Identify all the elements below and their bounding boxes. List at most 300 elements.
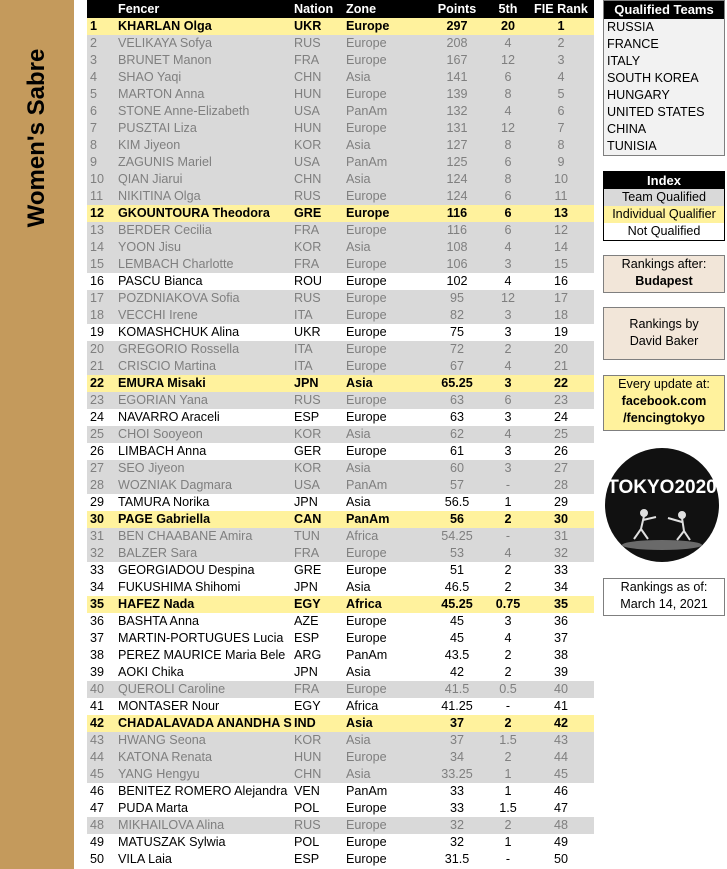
- fifth-value: 1: [488, 783, 528, 800]
- fencer-name: YANG Hengyu: [118, 766, 294, 783]
- nation-code: KOR: [294, 426, 346, 443]
- fencer-name: BERDER Cecilia: [118, 222, 294, 239]
- table-row: [87, 783, 594, 800]
- zone: Europe: [346, 222, 426, 239]
- fie-rank: 2: [528, 35, 594, 52]
- zone: Europe: [346, 188, 426, 205]
- qualified-team-item: RUSSIA: [607, 20, 654, 34]
- fifth-value: 1.5: [488, 732, 528, 749]
- fie-rank: 25: [528, 426, 594, 443]
- nation-code: JPN: [294, 664, 346, 681]
- fencer-name: LIMBACH Anna: [118, 443, 294, 460]
- points: 34: [426, 749, 488, 766]
- rank-number: 43: [87, 732, 118, 749]
- fencer-name: VELIKAYA Sofya: [118, 35, 294, 52]
- table-row: [87, 18, 594, 35]
- rank-number: 47: [87, 800, 118, 817]
- table-row: [87, 579, 594, 596]
- rankings-by-line1: Rankings by: [629, 317, 699, 331]
- table-row: [87, 154, 594, 171]
- fie-rank: 32: [528, 545, 594, 562]
- fie-rank: 15: [528, 256, 594, 273]
- zone: Europe: [346, 834, 426, 851]
- fifth-value: 1: [488, 766, 528, 783]
- fie-rank: 17: [528, 290, 594, 307]
- points: 56.5: [426, 494, 488, 511]
- table-row: [87, 715, 594, 732]
- table-row: [87, 188, 594, 205]
- nation-code: USA: [294, 477, 346, 494]
- fifth-value: -: [488, 851, 528, 868]
- nation-code: POL: [294, 834, 346, 851]
- fie-rank: 43: [528, 732, 594, 749]
- fifth-value: 0.5: [488, 681, 528, 698]
- nation-code: RUS: [294, 817, 346, 834]
- fencer-name: MONTASER Nour: [118, 698, 294, 715]
- rank-number: 49: [87, 834, 118, 851]
- legend-not-qualified: Not Qualified: [604, 223, 724, 240]
- fencer-name: VILA Laia: [118, 851, 294, 868]
- fencer-name: KIM Jiyeon: [118, 137, 294, 154]
- rank-number: 29: [87, 494, 118, 511]
- zone: Europe: [346, 35, 426, 52]
- rankings-after-label: Rankings after:: [621, 257, 707, 271]
- points: 67: [426, 358, 488, 375]
- fifth-value: 3: [488, 324, 528, 341]
- points: 63: [426, 409, 488, 426]
- nation-code: KOR: [294, 137, 346, 154]
- fifth-value: 12: [488, 52, 528, 69]
- zone: Europe: [346, 324, 426, 341]
- fie-rank: 47: [528, 800, 594, 817]
- points: 102: [426, 273, 488, 290]
- header-fifth: 5th: [488, 0, 528, 18]
- table-header: [87, 0, 594, 18]
- zone: Europe: [346, 409, 426, 426]
- nation-code: ESP: [294, 851, 346, 868]
- fencer-name: BASHTA Anna: [118, 613, 294, 630]
- table-row: [87, 528, 594, 545]
- points: 62: [426, 426, 488, 443]
- zone: Europe: [346, 749, 426, 766]
- points: 51: [426, 562, 488, 579]
- points: 297: [426, 18, 488, 35]
- fifth-value: 8: [488, 137, 528, 154]
- fifth-value: 12: [488, 290, 528, 307]
- fie-rank: 12: [528, 222, 594, 239]
- fie-rank: 45: [528, 766, 594, 783]
- fie-rank: 26: [528, 443, 594, 460]
- table-row: [87, 103, 594, 120]
- rank-number: 26: [87, 443, 118, 460]
- zone: Europe: [346, 273, 426, 290]
- table-row: [87, 392, 594, 409]
- rank-number: 20: [87, 341, 118, 358]
- table-row: [87, 239, 594, 256]
- fie-rank: 8: [528, 137, 594, 154]
- rank-number: 28: [87, 477, 118, 494]
- nation-code: FRA: [294, 222, 346, 239]
- fie-rank: 19: [528, 324, 594, 341]
- fie-rank: 10: [528, 171, 594, 188]
- zone: Asia: [346, 579, 426, 596]
- zone: Asia: [346, 732, 426, 749]
- fie-rank: 34: [528, 579, 594, 596]
- logo-text: TOKYO2020: [607, 477, 717, 498]
- fifth-value: 1: [488, 494, 528, 511]
- fencer-name: NIKITINA Olga: [118, 188, 294, 205]
- table-row: [87, 358, 594, 375]
- fie-rank: 20: [528, 341, 594, 358]
- points: 95: [426, 290, 488, 307]
- fifth-value: 3: [488, 375, 528, 392]
- points: 37: [426, 715, 488, 732]
- nation-code: RUS: [294, 188, 346, 205]
- fifth-value: 6: [488, 205, 528, 222]
- zone: Asia: [346, 171, 426, 188]
- rank-number: 19: [87, 324, 118, 341]
- nation-code: ITA: [294, 307, 346, 324]
- fencer-name: GREGORIO Rossella: [118, 341, 294, 358]
- points: 65.25: [426, 375, 488, 392]
- zone: Europe: [346, 52, 426, 69]
- fifth-value: 3: [488, 613, 528, 630]
- fie-rank: 46: [528, 783, 594, 800]
- nation-code: RUS: [294, 290, 346, 307]
- fie-rank: 3: [528, 52, 594, 69]
- zone: PanAm: [346, 154, 426, 171]
- legend-team-qualified: Team Qualified: [604, 189, 724, 206]
- table-row: [87, 613, 594, 630]
- fencer-name: PUDA Marta: [118, 800, 294, 817]
- nation-code: USA: [294, 103, 346, 120]
- table-row: [87, 681, 594, 698]
- table-row: [87, 766, 594, 783]
- rank-number: 22: [87, 375, 118, 392]
- nation-code: FRA: [294, 52, 346, 69]
- fie-rank: 27: [528, 460, 594, 477]
- nation-code: RUS: [294, 35, 346, 52]
- fifth-value: 6: [488, 69, 528, 86]
- qualified-teams-list: [604, 19, 724, 155]
- rank-number: 23: [87, 392, 118, 409]
- rank-number: 24: [87, 409, 118, 426]
- rankings-by-box: [603, 307, 725, 360]
- nation-code: FRA: [294, 256, 346, 273]
- points: 46.5: [426, 579, 488, 596]
- zone: Europe: [346, 545, 426, 562]
- fie-rank: 16: [528, 273, 594, 290]
- fifth-value: 6: [488, 188, 528, 205]
- rank-number: 33: [87, 562, 118, 579]
- fencer-name: EMURA Misaki: [118, 375, 294, 392]
- fifth-value: 6: [488, 392, 528, 409]
- rank-number: 46: [87, 783, 118, 800]
- points: 32: [426, 817, 488, 834]
- rank-number: 2: [87, 35, 118, 52]
- fencer-name: YOON Jisu: [118, 239, 294, 256]
- table-row: [87, 375, 594, 392]
- points: 116: [426, 205, 488, 222]
- table-row: [87, 749, 594, 766]
- points: 124: [426, 188, 488, 205]
- qualified-team-item: CHINA: [607, 122, 647, 136]
- fencer-name: ZAGUNIS Mariel: [118, 154, 294, 171]
- rank-number: 10: [87, 171, 118, 188]
- zone: Asia: [346, 137, 426, 154]
- zone: Europe: [346, 205, 426, 222]
- points: 33.25: [426, 766, 488, 783]
- nation-code: KOR: [294, 460, 346, 477]
- rank-number: 37: [87, 630, 118, 647]
- index-title: Index: [604, 172, 724, 189]
- side-title: Women's Sabre: [23, 48, 50, 228]
- fencer-name: BALZER Sara: [118, 545, 294, 562]
- points: 75: [426, 324, 488, 341]
- points: 124: [426, 171, 488, 188]
- nation-code: RUS: [294, 392, 346, 409]
- rank-number: 35: [87, 596, 118, 613]
- table-row: [87, 511, 594, 528]
- nation-code: JPN: [294, 579, 346, 596]
- fencer-name: POZDNIAKOVA Sofia: [118, 290, 294, 307]
- points: 43.5: [426, 647, 488, 664]
- fencer-name: MARTIN-PORTUGUES Lucia: [118, 630, 294, 647]
- nation-code: ESP: [294, 630, 346, 647]
- fencer-name: MATUSZAK Sylwia: [118, 834, 294, 851]
- points: 56: [426, 511, 488, 528]
- fie-rank: 39: [528, 664, 594, 681]
- nation-code: AZE: [294, 613, 346, 630]
- nation-code: HUN: [294, 120, 346, 137]
- fencer-name: CHOI Sooyeon: [118, 426, 294, 443]
- fie-rank: 14: [528, 239, 594, 256]
- fencer-name: BRUNET Manon: [118, 52, 294, 69]
- fie-rank: 42: [528, 715, 594, 732]
- tokyo2020-logo: [604, 447, 720, 563]
- nation-code: TUN: [294, 528, 346, 545]
- zone: Europe: [346, 681, 426, 698]
- table-row: [87, 222, 594, 239]
- zone: Europe: [346, 18, 426, 35]
- points: 60: [426, 460, 488, 477]
- fifth-value: 20: [488, 18, 528, 35]
- fifth-value: 4: [488, 35, 528, 52]
- points: 33: [426, 800, 488, 817]
- points: 41.25: [426, 698, 488, 715]
- fie-rank: 28: [528, 477, 594, 494]
- fifth-value: 2: [488, 579, 528, 596]
- table-row: [87, 596, 594, 613]
- fencer-name: BEN CHAABANE Amira: [118, 528, 294, 545]
- rank-number: 36: [87, 613, 118, 630]
- fie-rank: 4: [528, 69, 594, 86]
- zone: Europe: [346, 307, 426, 324]
- rank-number: 30: [87, 511, 118, 528]
- points: 141: [426, 69, 488, 86]
- zone: Europe: [346, 630, 426, 647]
- rank-number: 11: [87, 188, 118, 205]
- zone: Europe: [346, 120, 426, 137]
- fie-rank: 44: [528, 749, 594, 766]
- update-info-box: [603, 375, 725, 431]
- table-row: [87, 800, 594, 817]
- points: 167: [426, 52, 488, 69]
- fifth-value: 0.75: [488, 596, 528, 613]
- qualified-team-item: TUNISIA: [607, 139, 657, 153]
- rank-number: 8: [87, 137, 118, 154]
- table-row: [87, 545, 594, 562]
- rank-number: 38: [87, 647, 118, 664]
- rank-number: 42: [87, 715, 118, 732]
- zone: Asia: [346, 426, 426, 443]
- fie-rank: 22: [528, 375, 594, 392]
- fencer-name: TAMURA Norika: [118, 494, 294, 511]
- fifth-value: 2: [488, 664, 528, 681]
- fencer-name: LEMBACH Charlotte: [118, 256, 294, 273]
- table-row: [87, 35, 594, 52]
- table-row: [87, 205, 594, 222]
- rankings-table: [87, 0, 594, 868]
- points: 57: [426, 477, 488, 494]
- fifth-value: 3: [488, 460, 528, 477]
- rank-number: 4: [87, 69, 118, 86]
- fifth-value: 4: [488, 545, 528, 562]
- nation-code: POL: [294, 800, 346, 817]
- table-row: [87, 52, 594, 69]
- fie-rank: 37: [528, 630, 594, 647]
- fencer-name: EGORIAN Yana: [118, 392, 294, 409]
- rank-number: 25: [87, 426, 118, 443]
- fifth-value: 4: [488, 273, 528, 290]
- fifth-value: 4: [488, 630, 528, 647]
- fie-rank: 1: [528, 18, 594, 35]
- qualified-team-item: SOUTH KOREA: [607, 71, 699, 85]
- qualified-team-item: UNITED STATES: [607, 105, 705, 119]
- fifth-value: 4: [488, 358, 528, 375]
- points: 131: [426, 120, 488, 137]
- rank-number: 31: [87, 528, 118, 545]
- nation-code: ARG: [294, 647, 346, 664]
- facebook-page-path[interactable]: /fencingtokyo: [623, 411, 705, 425]
- nation-code: CAN: [294, 511, 346, 528]
- table-row: [87, 460, 594, 477]
- fifth-value: 2: [488, 817, 528, 834]
- fencer-name: WOZNIAK Dagmara: [118, 477, 294, 494]
- fifth-value: 3: [488, 256, 528, 273]
- zone: Asia: [346, 460, 426, 477]
- points: 42: [426, 664, 488, 681]
- fie-rank: 35: [528, 596, 594, 613]
- fie-rank: 21: [528, 358, 594, 375]
- points: 54.25: [426, 528, 488, 545]
- points: 132: [426, 103, 488, 120]
- fencer-name: KOMASHCHUK Alina: [118, 324, 294, 341]
- nation-code: ROU: [294, 273, 346, 290]
- fifth-value: 3: [488, 443, 528, 460]
- zone: Europe: [346, 358, 426, 375]
- fencer-name: STONE Anne-Elizabeth: [118, 103, 294, 120]
- qualified-teams-title: Qualified Teams: [604, 1, 724, 19]
- fencer-name: QIAN Jiarui: [118, 171, 294, 188]
- fencer-name: MARTON Anna: [118, 86, 294, 103]
- qualified-team-item: FRANCE: [607, 37, 659, 51]
- nation-code: FRA: [294, 681, 346, 698]
- zone: Europe: [346, 256, 426, 273]
- table-row: [87, 851, 594, 868]
- fencer-name: SHAO Yaqi: [118, 69, 294, 86]
- fie-rank: 33: [528, 562, 594, 579]
- table-row: [87, 86, 594, 103]
- table-row: [87, 834, 594, 851]
- nation-code: USA: [294, 154, 346, 171]
- fencer-name: PASCU Bianca: [118, 273, 294, 290]
- zone: Asia: [346, 664, 426, 681]
- table-row: [87, 562, 594, 579]
- fencer-name: FUKUSHIMA Shihomi: [118, 579, 294, 596]
- qualified-team-item: HUNGARY: [607, 88, 670, 102]
- fencer-name: KHARLAN Olga: [118, 18, 294, 35]
- table-row: [87, 817, 594, 834]
- zone: Asia: [346, 715, 426, 732]
- fifth-value: -: [488, 698, 528, 715]
- fifth-value: 2: [488, 749, 528, 766]
- points: 45: [426, 613, 488, 630]
- rank-number: 21: [87, 358, 118, 375]
- table-row: [87, 494, 594, 511]
- table-row: [87, 426, 594, 443]
- zone: Africa: [346, 528, 426, 545]
- nation-code: EGY: [294, 596, 346, 613]
- fencer-name: SEO Jiyeon: [118, 460, 294, 477]
- zone: Africa: [346, 596, 426, 613]
- facebook-link[interactable]: facebook.com: [621, 394, 707, 408]
- fencer-name: VECCHI Irene: [118, 307, 294, 324]
- zone: PanAm: [346, 647, 426, 664]
- rank-number: 34: [87, 579, 118, 596]
- table-row: [87, 409, 594, 426]
- table-row: [87, 256, 594, 273]
- fencer-name: MIKHAILOVA Alina: [118, 817, 294, 834]
- fencer-name: CHADALAVADA ANANDHA S: [118, 715, 294, 732]
- fencer-name: CRISCIO Martina: [118, 358, 294, 375]
- rank-number: 5: [87, 86, 118, 103]
- zone: Europe: [346, 800, 426, 817]
- rank-number: 1: [87, 18, 118, 35]
- points: 33: [426, 783, 488, 800]
- crowd-shadow: [622, 540, 702, 550]
- rank-number: 17: [87, 290, 118, 307]
- nation-code: JPN: [294, 494, 346, 511]
- rank-number: 39: [87, 664, 118, 681]
- rank-number: 6: [87, 103, 118, 120]
- rank-number: 12: [87, 205, 118, 222]
- table-row: [87, 324, 594, 341]
- fie-rank: 24: [528, 409, 594, 426]
- zone: Asia: [346, 239, 426, 256]
- rank-number: 18: [87, 307, 118, 324]
- fifth-value: 6: [488, 222, 528, 239]
- table-row: [87, 698, 594, 715]
- fifth-value: -: [488, 477, 528, 494]
- points: 32: [426, 834, 488, 851]
- fie-rank: 29: [528, 494, 594, 511]
- points: 208: [426, 35, 488, 52]
- rank-number: 32: [87, 545, 118, 562]
- fifth-value: 4: [488, 103, 528, 120]
- zone: Asia: [346, 494, 426, 511]
- nation-code: CHN: [294, 69, 346, 86]
